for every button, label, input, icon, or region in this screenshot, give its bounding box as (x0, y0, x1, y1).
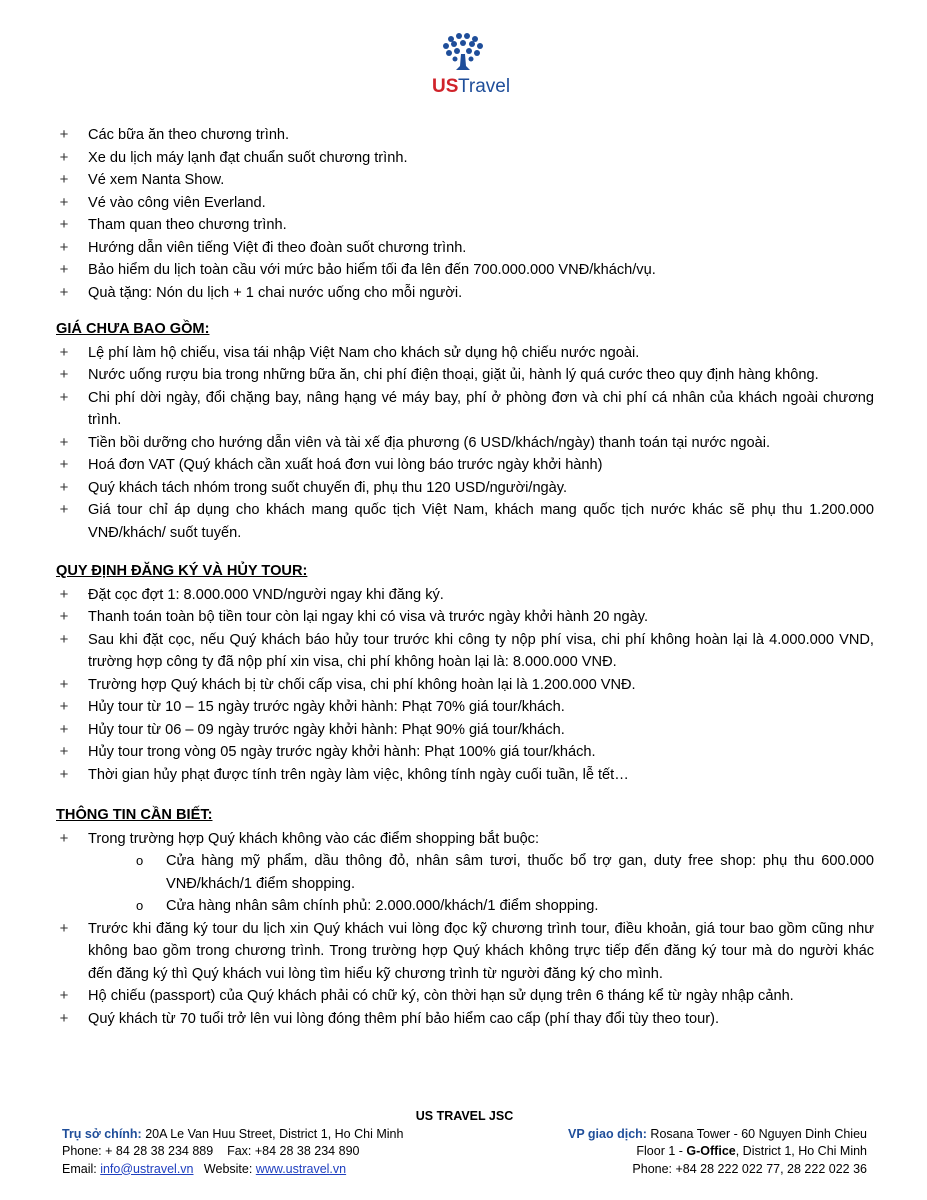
plus-bullet-icon: + (59, 987, 69, 1004)
list-item: + Giá tour chỉ áp dụng cho khách mang quốc tịch Việt Nam, khách mang quốc tịch nước khác sẽ phụ thu 1.200.000 VNĐ/khách/ suốt tuyến. (56, 499, 874, 544)
email-link[interactable]: info@ustravel.vn (100, 1161, 194, 1176)
plus-bullet-icon: + (59, 126, 69, 143)
footer-hq (62, 1126, 403, 1144)
list-item: + Lệ phí làm hộ chiếu, visa tái nhập Việt Nam cho khách sử dụng hộ chiếu nước ngoài. (56, 342, 874, 365)
logo-travel-text: Travel (457, 76, 510, 97)
office-address: Rosana Tower - 60 Nguyen Dinh Chieu (646, 1126, 867, 1141)
footer-row (62, 1161, 867, 1179)
section-heading-registration: QUY ĐỊNH ĐĂNG KÝ VÀ HỦY TOUR: (56, 563, 308, 579)
list-item: + Đặt cọc đợt 1: 8.000.000 VND/người ngay khi đăng ký. (56, 584, 874, 607)
list-item: + Bảo hiểm du lịch toàn cầu với mức bảo hiểm tối đa lên đến 700.000.000 VNĐ/khách/vụ. (56, 259, 874, 282)
logo-us-text: US (431, 76, 458, 97)
hq-label: Trụ sở chính: (62, 1126, 142, 1141)
section-heading-excluded: GIÁ CHƯA BAO GỒM: (56, 321, 210, 337)
list-item: + Quà tặng: Nón du lịch + 1 chai nước uống cho mỗi người. (56, 282, 874, 305)
page-footer (62, 1108, 867, 1178)
sub-list-item: o Cửa hàng nhân sâm chính phủ: 2.000.000/khách/1 điểm shopping. (56, 895, 874, 918)
list-item: + Trong trường hợp Quý khách không vào các điểm shopping bắt buộc: (56, 828, 874, 851)
hq-address: 20A Le Van Huu Street, District 1, Ho Chi Minh (141, 1126, 404, 1141)
excluded-list (56, 342, 874, 545)
plus-bullet-icon: + (59, 216, 69, 233)
plus-bullet-icon: + (59, 743, 69, 760)
list-item: + Xe du lịch máy lạnh đạt chuẩn suốt chương trình. (56, 147, 874, 170)
plus-bullet-icon: + (59, 919, 69, 937)
plus-bullet-icon: + (59, 478, 69, 496)
tree-logo-icon (414, 30, 514, 102)
plus-bullet-icon: + (59, 283, 69, 301)
us-travel-logo (0, 30, 927, 102)
plus-bullet-icon: + (59, 171, 69, 188)
plus-bullet-icon: + (59, 148, 69, 166)
plus-bullet-icon: + (59, 238, 69, 256)
list-item: + Tham quan theo chương trình. (56, 214, 874, 237)
hq-phone: Phone: + 84 28 38 234 889 Fax: +84 28 38 234 890 (62, 1144, 360, 1158)
list-item: + Chi phí dời ngày, đổi chặng bay, nâng hạng vé máy bay, phí ở phòng đơn và chi phí cá nhân của khách ngoài chương trình. (56, 387, 874, 432)
list-item: + Hướng dẫn viên tiếng Việt đi theo đoàn suốt chương trình. (56, 237, 874, 260)
plus-bullet-icon: + (59, 501, 69, 518)
document-body (56, 124, 874, 1030)
footer-row (62, 1143, 867, 1161)
plus-bullet-icon: + (59, 456, 69, 473)
list-item: + Hoá đơn VAT (Quý khách cần xuất hoá đơn vui lòng báo trước ngày khởi hành) (56, 454, 874, 477)
plus-bullet-icon: + (59, 366, 69, 383)
website-link[interactable]: www.ustravel.vn (255, 1161, 347, 1176)
plus-bullet-icon: + (59, 193, 69, 211)
plus-bullet-icon: + (59, 1009, 69, 1027)
list-item: + Các bữa ăn theo chương trình. (56, 124, 874, 147)
list-item: + Hủy tour từ 06 – 09 ngày trước ngày khởi hành: Phạt 90% giá tour/khách. (56, 719, 874, 742)
list-item: + Hộ chiếu (passport) của Quý khách phải có chữ ký, còn thời hạn sử dụng trên 6 tháng kể từ ngày nhập cảnh. (56, 985, 874, 1008)
list-item: + Thanh toán toàn bộ tiền tour còn lại ngay khi có visa và trước ngày khởi hành 20 ngày. (56, 606, 874, 629)
list-item: + Hủy tour trong vòng 05 ngày trước ngày khởi hành: Phạt 100% giá tour/khách. (56, 741, 874, 764)
plus-bullet-icon: + (59, 433, 69, 451)
plus-bullet-icon: + (59, 608, 69, 625)
list-item: + Vé xem Nanta Show. (56, 169, 874, 192)
company-name: US TRAVEL JSC (415, 1109, 514, 1123)
included-list (56, 124, 874, 304)
info-list (56, 828, 874, 1031)
plus-bullet-icon: + (59, 261, 69, 278)
list-item: + Sau khi đặt cọc, nếu Quý khách báo hủy tour trước khi công ty nộp phí visa, chi phí không hoàn lại là 4.000.000 VND, trường hợp công ty đã nộp phí xin visa, chi phí không hoàn lại là: 8.000.000 VNĐ. (56, 629, 874, 674)
list-item: + Thời gian hủy phạt được tính trên ngày làm việc, không tính ngày cuối tuần, lễ tết… (56, 764, 874, 787)
office-label: VP giao dịch: (568, 1126, 647, 1141)
sub-list-item: o Cửa hàng mỹ phẩm, dầu thông đỏ, nhân sâm tươi, thuốc bổ trợ gan, duty free shop: phụ thu 600.000 VNĐ/khách/1 điểm shopping. (56, 850, 874, 895)
footer-row (62, 1126, 867, 1144)
list-item: + Trường hợp Quý khách bị từ chối cấp visa, chi phí không hoàn lại là 1.200.000 VNĐ. (56, 674, 874, 697)
list-item: + Trước khi đăng ký tour du lịch xin Quý khách vui lòng đọc kỹ chương trình tour, điều khoản, giá tour bao gồm cũng như không bao gồm trong chương trình. Trong trường hợp Quý khách không trực tiếp đến đăng ký tour mà do người khác đến đăng ký thì Quý khách vui lòng tìm hiểu kỹ chương trình từ người đăng ký cho mình. (56, 918, 874, 986)
circle-bullet-icon: o (136, 853, 144, 868)
contact-line: Email: info@ustravel.vn Website: www.ustravel.vn (62, 1161, 347, 1176)
footer-office (568, 1126, 867, 1144)
list-item: + Quý khách từ 70 tuổi trở lên vui lòng đóng thêm phí bảo hiểm cao cấp (phí thay đổi tùy theo tour). (56, 1008, 874, 1031)
list-item: + Hủy tour từ 10 – 15 ngày trước ngày khởi hành: Phạt 70% giá tour/khách. (56, 696, 874, 719)
office-floor: Floor 1 - G-Office, District 1, Ho Chi Minh (636, 1144, 867, 1158)
registration-list (56, 584, 874, 787)
list-item: + Quý khách tách nhóm trong suốt chuyến đi, phụ thu 120 USD/người/ngày. (56, 477, 874, 500)
office-phone: Phone: +84 28 222 022 77, 28 222 022 36 (632, 1161, 867, 1176)
section-heading-info: THÔNG TIN CẦN BIẾT: (56, 807, 213, 823)
plus-bullet-icon: + (59, 698, 69, 715)
plus-bullet-icon: + (59, 675, 69, 693)
plus-bullet-icon: + (59, 343, 69, 361)
list-item: + Vé vào công viên Everland. (56, 192, 874, 215)
plus-bullet-icon: + (59, 585, 69, 603)
list-item: + Nước uống rượu bia trong những bữa ăn, chi phí điện thoại, giặt ủi, hành lý quá cước theo quy định hàng không. (56, 364, 874, 387)
plus-bullet-icon: + (59, 829, 69, 847)
plus-bullet-icon: + (59, 388, 69, 406)
plus-bullet-icon: + (59, 720, 69, 738)
list-item: + Tiền bồi dưỡng cho hướng dẫn viên và tài xế địa phương (6 USD/khách/ngày) thanh toán tại nước ngoài. (56, 432, 874, 455)
plus-bullet-icon: + (59, 765, 69, 783)
circle-bullet-icon: o (136, 898, 144, 913)
plus-bullet-icon: + (59, 630, 69, 648)
